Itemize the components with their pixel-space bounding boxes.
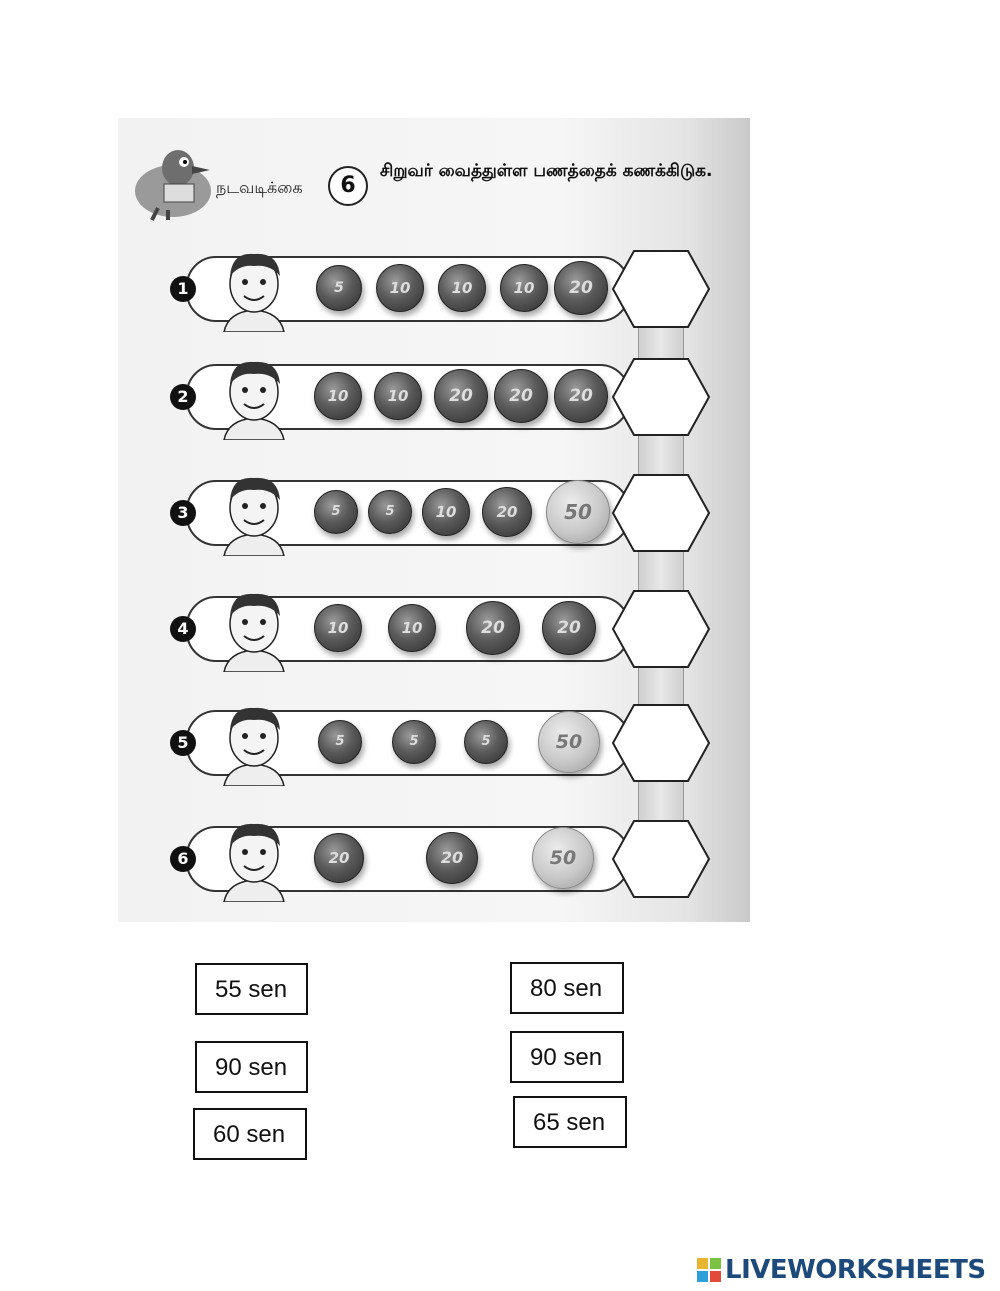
child-face-icon: [218, 586, 290, 672]
coin-20-sen: 20: [554, 369, 608, 423]
answer-hexagon[interactable]: [610, 588, 712, 670]
answer-hexagon[interactable]: [610, 356, 712, 438]
bird-mascot-icon: [128, 136, 218, 221]
row-number-badge: 3: [170, 500, 196, 526]
child-face-icon: [218, 470, 290, 556]
liveworksheets-wordmark: LIVEWORKSHEETS: [725, 1255, 986, 1285]
row-number-badge: 5: [170, 730, 196, 756]
answer-option-90-a[interactable]: 90 sen: [195, 1041, 308, 1093]
coin-10-sen: 10: [374, 372, 422, 420]
coin-10-sen: 10: [376, 264, 424, 312]
row-number-badge: 2: [170, 384, 196, 410]
coin-10-sen: 10: [314, 372, 362, 420]
child-row-2: [118, 354, 750, 444]
child-row-6: [118, 816, 750, 906]
answer-option-65[interactable]: 65 sen: [513, 1096, 627, 1148]
answer-option-60[interactable]: 60 sen: [193, 1108, 307, 1160]
answer-hexagon[interactable]: [610, 702, 712, 784]
coin-20-sen: 20: [314, 833, 364, 883]
worksheet-panel: [118, 118, 750, 922]
coin-10-sen: 10: [500, 264, 548, 312]
answer-option-55[interactable]: 55 sen: [195, 963, 308, 1015]
coin-5-sen: 5: [464, 720, 508, 764]
child-row-1: [118, 246, 750, 336]
coin-50-sen: 50: [538, 711, 600, 773]
coin-20-sen: 20: [554, 261, 608, 315]
row-number-badge: 6: [170, 846, 196, 872]
activity-label: நடவடிக்கை: [216, 178, 303, 197]
coin-5-sen: 5: [316, 265, 362, 311]
coin-10-sen: 10: [422, 488, 470, 536]
coin-20-sen: 20: [482, 487, 532, 537]
coin-5-sen: 5: [318, 720, 362, 764]
coin-50-sen: 50: [532, 827, 594, 889]
liveworksheets-blocks-icon: [697, 1258, 721, 1282]
child-face-icon: [218, 816, 290, 902]
answer-hexagon[interactable]: [610, 472, 712, 554]
answer-hexagon[interactable]: [610, 818, 712, 900]
child-row-3: [118, 470, 750, 560]
coin-10-sen: 10: [314, 604, 362, 652]
row-number-badge: 1: [170, 276, 196, 302]
coin-20-sen: 20: [466, 601, 520, 655]
coin-20-sen: 20: [542, 601, 596, 655]
child-face-icon: [218, 354, 290, 440]
coin-5-sen: 5: [392, 720, 436, 764]
coin-10-sen: 10: [388, 604, 436, 652]
coin-20-sen: 20: [494, 369, 548, 423]
child-row-5: [118, 700, 750, 790]
coin-50-sen: 50: [546, 480, 610, 544]
instruction-text: சிறுவர் வைத்துள்ள பணத்தைக் கணக்கிடுக.: [380, 161, 713, 181]
answer-hexagon[interactable]: [610, 248, 712, 330]
coin-5-sen: 5: [314, 490, 358, 534]
child-face-icon: [218, 246, 290, 332]
coin-20-sen: 20: [434, 369, 488, 423]
coin-5-sen: 5: [368, 490, 412, 534]
answer-option-80[interactable]: 80 sen: [510, 962, 624, 1014]
coin-10-sen: 10: [438, 264, 486, 312]
coin-20-sen: 20: [426, 832, 478, 884]
child-row-4: [118, 586, 750, 676]
answer-option-90-b[interactable]: 90 sen: [510, 1031, 624, 1083]
activity-number-badge: 6: [328, 166, 368, 206]
row-number-badge: 4: [170, 616, 196, 642]
child-face-icon: [218, 700, 290, 786]
worksheet-header: [118, 118, 750, 228]
